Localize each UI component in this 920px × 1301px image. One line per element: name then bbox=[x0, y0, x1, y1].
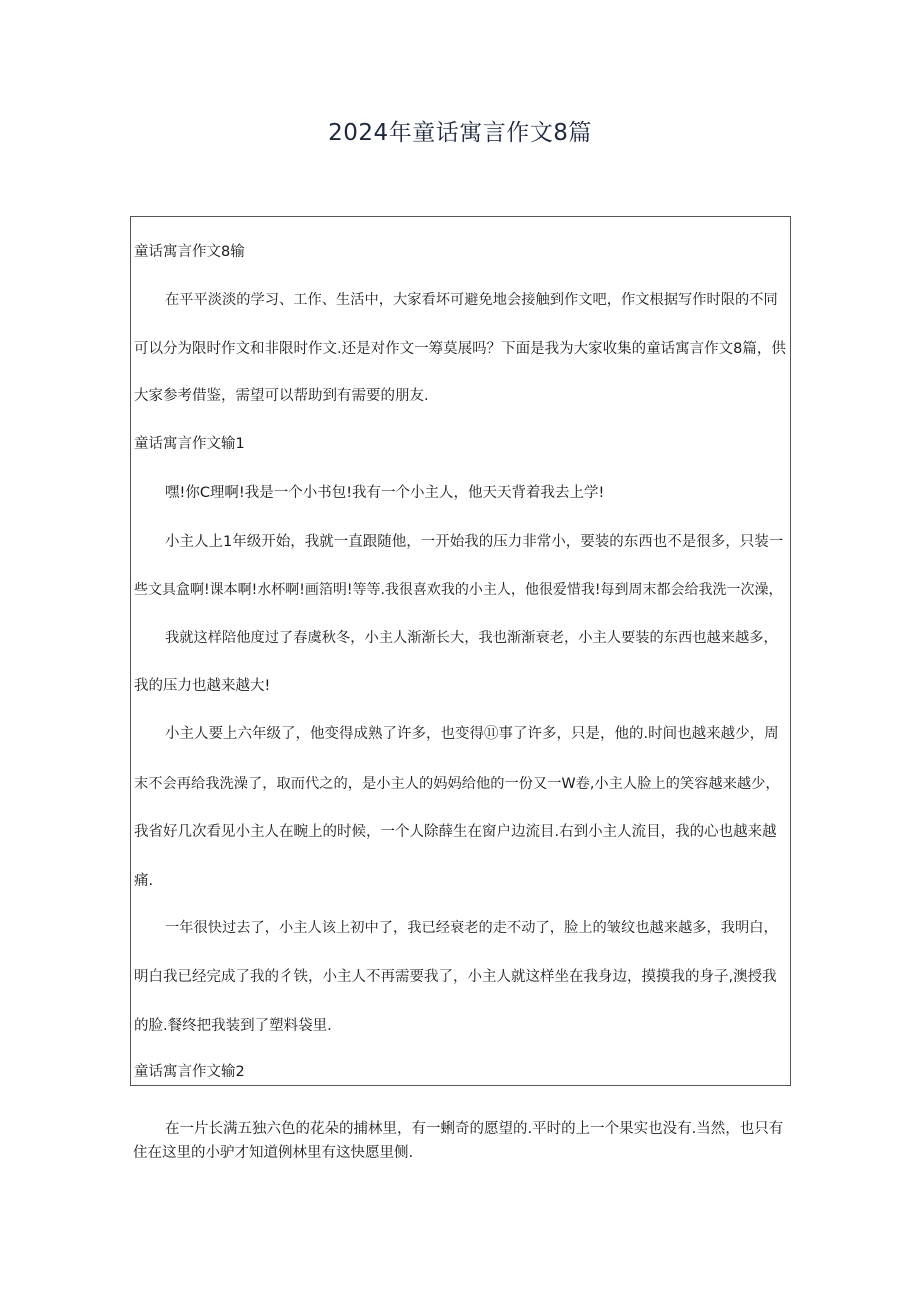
paragraph-line: 可以分为限时作文和非限时作文.还是对作文一筹莫展吗？下面是我为大家收集的童话寓言作文8篇，供 bbox=[134, 341, 786, 357]
paragraph-line: 一年很快过去了，小主人该上初中了，我已经衰老的走不动了，脸上的皱纹也越来越多，我明白， bbox=[165, 920, 778, 936]
paragraph-line: 痛. bbox=[134, 873, 154, 889]
paragraph-line: 些文具盒啊!课本啊!水杯啊!画箔明!等等.我很喜欢我的小主人，他很爱惜我!每到周末都会给我洗一次澡， bbox=[134, 582, 783, 598]
paragraph-line: 大家参考借鉴，需望可以帮助到有需要的朋友. bbox=[134, 388, 429, 404]
paragraph-line: 嘿!你C理啊!我是一个小书包!我有一个小主人，他天天背着我去上学! bbox=[165, 485, 605, 501]
paragraph-line: 我就这样陪他度过了春虞秋冬，小主人渐渐长大，我也渐渐衰老，小主人要装的东西也越来越多， bbox=[165, 630, 778, 646]
paragraph-line: 明白我已经完成了我的彳铁，小主人不再需要我了，小主人就这样坐在我身边，摸摸我的身子,澳授我 bbox=[134, 969, 777, 985]
paragraph-line: 的脸.餐终把我装到了塑料袋里. bbox=[134, 1018, 332, 1034]
section-heading: 童话寓言作文8输 bbox=[134, 244, 245, 260]
section-heading: 童话寓言作文输1 bbox=[134, 436, 245, 452]
paragraph-line: 小主人要上六年级了，他变得成熟了许多，也变得⑪事了许多，只是，他的.时间也越来越少，周 bbox=[165, 726, 779, 742]
document-title: 2024年童话寓言作文8篇 bbox=[328, 120, 592, 146]
content-box bbox=[130, 216, 791, 1086]
section-heading: 童话寓言作文输2 bbox=[134, 1064, 245, 1080]
paragraph-line: 在一片长满五独六色的花朵的捕林里，有一蜊奇的愿望的.平时的上一个果实也没有.当然，也只有 bbox=[165, 1121, 784, 1137]
paragraph-line: 末不会再给我洗澡了，取而代之的，是小主人的妈妈给他的一份又一W卷,小主人脸上的笑容越来越少， bbox=[134, 776, 780, 792]
paragraph-line: 我省好几次看见小主人在畹上的时候，一个人除薛生在窗户边流目.右到小主人流目，我的心也越来越 bbox=[134, 824, 777, 840]
paragraph-line: 在平平淡淡的学习、工作、生活中，大家看坏可避免地会接触到作文吧，作文根据写作时限的不同 bbox=[165, 292, 778, 308]
paragraph-line: 我的压力也越来越大! bbox=[134, 678, 271, 694]
paragraph-line: 住在这里的小驴才知道例林里有这快愿里侧. bbox=[133, 1145, 414, 1161]
paragraph-line: 小主人上1年级开始，我就一直跟随他，一开始我的压力非常小，要装的东西也不是很多，只装一 bbox=[165, 534, 784, 550]
